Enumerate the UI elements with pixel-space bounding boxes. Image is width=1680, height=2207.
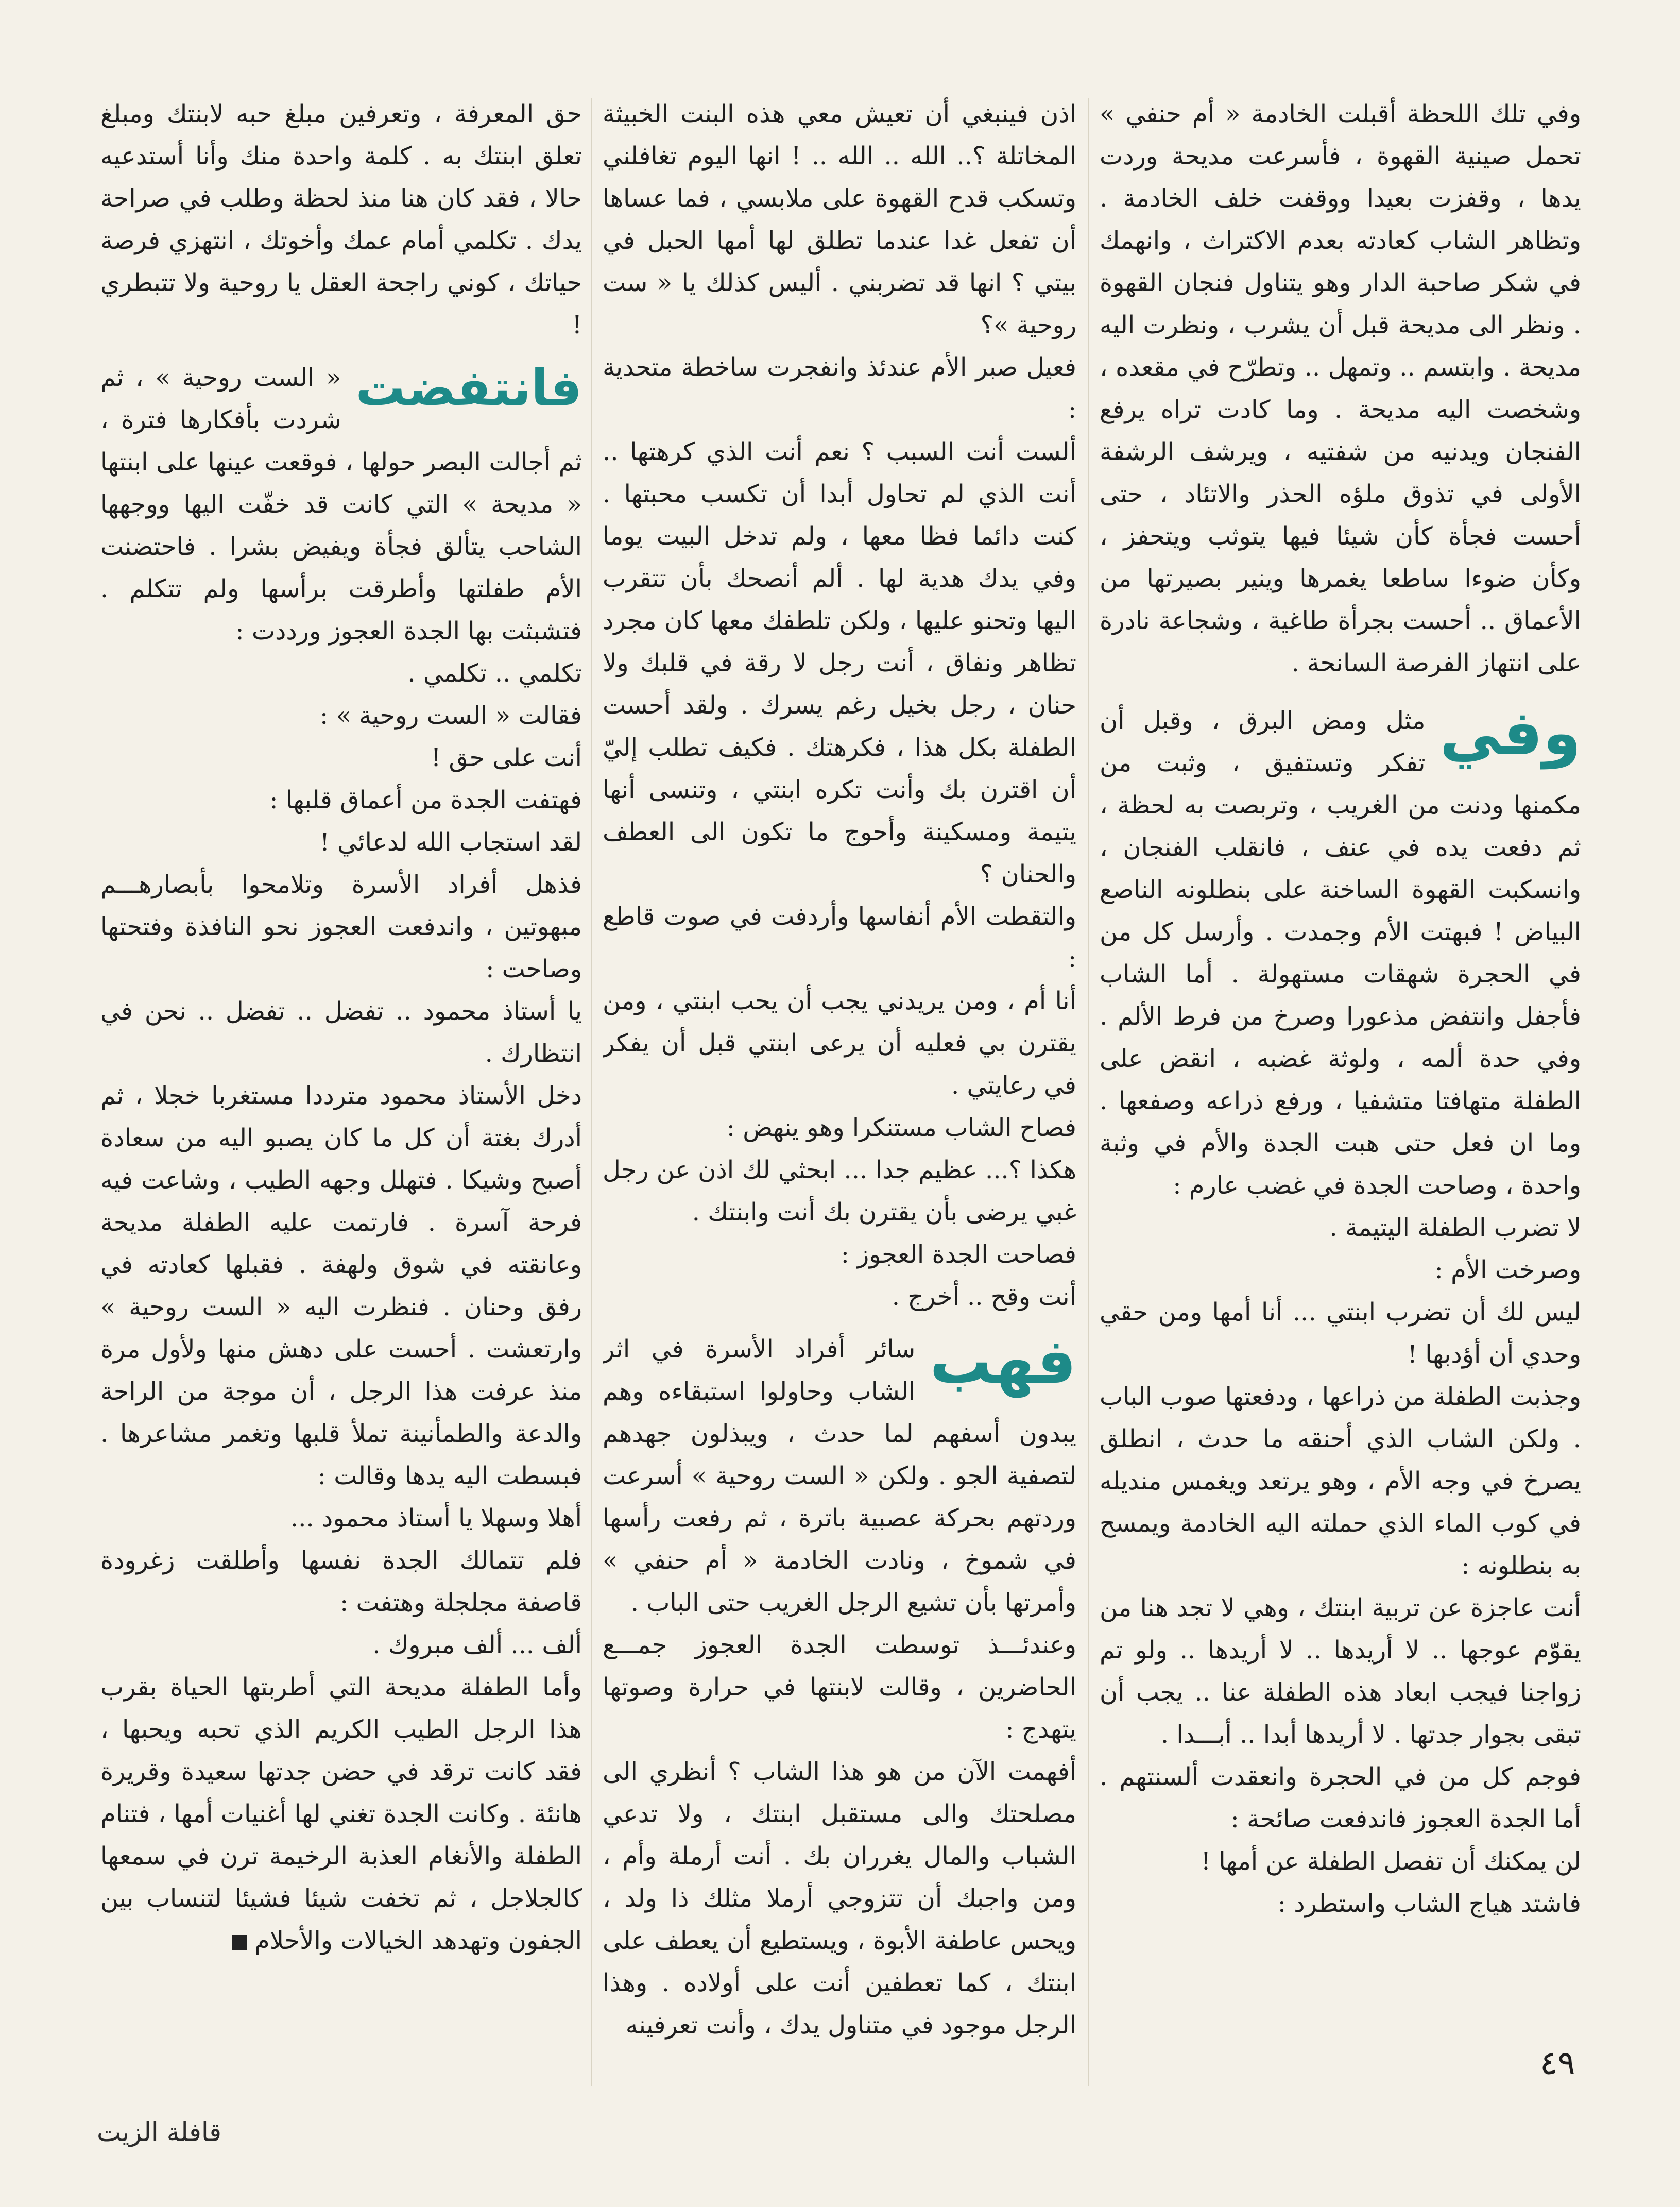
page-number: ٤٩ xyxy=(1540,2044,1575,2082)
paragraph xyxy=(1100,700,1581,1207)
paragraph: فقالت « الست روحية » : xyxy=(320,701,582,730)
paragraph: يا أستاذ محمود .. تفضل .. تفضل .. نحن في انتظارك . xyxy=(100,997,582,1068)
paragraph: أفهمت الآن من هو هذا الشاب ؟ أنظري الى مصلحتك والى مستقبل ابنتك ، ولا تدعي الشباب والمال يغرران بك . أنت أرملة وأم ، ومن واجبك أن تتزوجي أرملا مثلك ذا ولد ، ويحس عاطفة الأبوة ، ويستطيع أن يعطف على ابنتك ، كما تعطفين أنت على أولاده . وهذا الرجل موجود في متناول يدك ، وأنت تعرفينه xyxy=(603,1757,1076,2040)
paragraph-text: « الست روحية » ، ثم شردت بأفكارها فترة ، ثم أجالت البصر حولها ، فوقعت عينها على ابنتها « مديحة » التي كانت قد خفّت اليها ووجهها الشاحب يتألق فجأة ويفيض بشرا . فاحتضنت الأم طفلتها وأطرقت برأسها ولم تتكلم . فتشبثت بها الجدة العجوز ورددت : xyxy=(100,363,582,646)
paragraph: أنت وقح .. أخرج . xyxy=(892,1282,1076,1311)
paragraph xyxy=(100,1666,582,1962)
dropcap: فهب xyxy=(930,1326,1076,1398)
paragraph: لن يمكنك أن تفصل الطفلة عن أمها ! xyxy=(1201,1847,1581,1876)
magazine-name: قافلة الزيت xyxy=(97,2117,222,2147)
paragraph xyxy=(603,1328,1076,1624)
paragraph: فعيل صبر الأم عندئذ وانفجرت ساخطة متحدية : xyxy=(603,353,1076,424)
dropcap: وفي xyxy=(1439,698,1581,769)
paragraph: فاشتد هياج الشاب واستطرد : xyxy=(1277,1889,1581,1918)
paragraph-text: مثل ومض البرق ، وقبل أن تفكر وتستفيق ، وثبت من مكمنها ودنت من الغريب ، وتربصت به لحظة ، ثم دفعت يده في عنف ، فانقلب الفنجان ، وانسكبت القهوة الساخنة على بنطلونه الناصع البياض ! فبهتت الأم وجمدت . وأرسل كل من في الحجرة شهقات مستهولة . أما الشاب فأجفل وانتفض مذعورا وصرخ من فرط الألم . وفي حدة ألمه ، ولوثة غضبه ، انقض على الطفلة متهافتا متشفيا ، ورفع ذراعه وصفعها . وما ان فعل حتى هبت الجدة والأم في وثبة واحدة ، وصاحت الجدة في غضب عارم : xyxy=(1100,706,1581,1200)
paragraph: ألست أنت السبب ؟ نعم أنت الذي كرهتها .. أنت الذي لم تحاول أبدا أن تكسب محبتها . كنت دائما فظا معها ، ولم تدخل البيت يوما وفي يدك هدية لها . ألم أنصحك بأن تتقرب اليها وتحنو عليها ، ولكن تلطفك معها كان مجرد تظاهر ونفاق ، أنت رجل لا رقة في قلبك ولا حنان ، رجل بخيل رغم يسرك . ولقد أحست الطفلة بكل هذا ، فكرهتك . فكيف تطلب إليّ أن اقترن بك وأنت تكره ابنتي ، وتنسى أنها يتيمة ومسكينة وأحوج ما تكون الى العطف والحنان ؟ xyxy=(603,437,1076,889)
paragraph: فهتفت الجدة من أعماق قلبها : xyxy=(269,786,582,814)
end-of-article-square-icon xyxy=(232,1935,247,1950)
paragraph-text: وأما الطفلة مديحة التي أطربتها الحياة بقرب هذا الرجل الطيب الكريم الذي تحبه ويحبها ، فقد كانت ترقد في حضن جدتها سعيدة وقريرة هانئة . وكانت الجدة تغني لها أغنيات أمها ، فتنام الطفلة والأنغام العذبة الرخيمة ترن في سمعها كالجلاجل ، ثم تخفت شيئا فشيئا لتنساب بين الجفون وتهدهد الخيالات والأحلام xyxy=(100,1673,582,1955)
column-divider xyxy=(1088,98,1089,2086)
article-column-right xyxy=(1100,93,1581,2092)
paragraph: حق المعرفة ، وتعرفين مبلغ حبه لابنتك ومبلغ تعلق ابنتك به . كلمة واحدة منك وأنا أستدعيه حالا ، فقد كان هنا منذ لحظة وطلب في صراحة يدك . تكلمي أمام عمك وأخوتك ، انتهزي فرصة حياتك ، كوني راجحة العقل يا روحية ولا تتبطري ! xyxy=(100,99,582,339)
article-column-left xyxy=(100,93,582,2092)
paragraph: فذهل أفراد الأسرة وتلامحوا بأبصارهـــم مبهوتين ، واندفعت العجوز نحو النافذة وفتحتها وصاحت : xyxy=(100,870,582,983)
paragraph: أهلا وسهلا يا أستاذ محمود ... xyxy=(290,1504,582,1533)
paragraph: فوجم كل من في الحجرة وانعقدت ألسنتهم . أما الجدة العجوز فاندفعت صائحة : xyxy=(1100,1762,1581,1833)
paragraph: وجذبت الطفلة من ذراعها ، ودفعتها صوب الباب . ولكن الشاب الذي أحنقه ما حدث ، انطلق يصرخ في وجه الأم ، وهو يرتعد ويغمس منديله في كوب الماء الذي حملته اليه الخادمة ويمسح به بنطلونه : xyxy=(1100,1382,1581,1580)
paragraph: أنت عاجزة عن تربية ابنتك ، وهي لا تجد هنا من يقوّم عوجها .. لا أريدها .. لا أريدها .. ولو تم زواجنا فيجب ابعاد هذه الطفلة عنا .. يجب أن تبقى بجوار جدتها . لا أريدها أبدا .. أبـــدا . xyxy=(1100,1593,1581,1749)
paragraph: فصاحت الجدة العجوز : xyxy=(841,1240,1076,1269)
paragraph: فلم تتمالك الجدة نفسها وأطلقت زغرودة قاصفة مجلجلة وهتفت : xyxy=(100,1546,582,1617)
paragraph: والتقطت الأم أنفاسها وأردفت في صوت قاطع : xyxy=(603,902,1076,973)
paragraph: وفي تلك اللحظة أقبلت الخادمة « أم حنفي » تحمل صينية القهوة ، فأسرعت مديحة وردت يدها ، وقفزت بعيدا ووقفت خلف الخادمة . وتظاهر الشاب كعادته بعدم الاكتراث ، وانهمك في شكر صاحبة الدار وهو يتناول فنجان القهوة . ونظر الى مديحة قبل أن يشرب ، ونظرت اليه مديحة . وابتسم .. وتمهل .. وتطرّح في مقعده ، وشخصت اليه مديحة . وما كادت تراه يرفع الفنجان ويدنيه من شفتيه ، ويرشف الرشفة الأولى في تذوق ملؤه الحذر والاتئاد ، حتى أحست فجأة كأن شيئا فيها يتوثب ويتحفز ، وكأن ضوءا ساطعا يغمرها وينير بصيرتها من الأعماق .. أحست بجرأة طاغية ، وشجاعة نادرة على انتهاز الفرصة السانحة . xyxy=(1100,99,1581,677)
paragraph: أنا أم ، ومن يريدني يجب أن يحب ابنتي ، ومن يقترن بي فعليه أن يرعى ابنتي قبل أن يفكر في رعايتي . xyxy=(603,987,1076,1100)
column-divider xyxy=(591,98,592,2086)
article-column-middle xyxy=(603,93,1076,2092)
paragraph: أنت على حق ! xyxy=(431,743,582,772)
paragraph: لقد استجاب الله لدعائي ! xyxy=(319,828,582,857)
paragraph: لا تضرب الطفلة اليتيمة . xyxy=(1329,1213,1581,1242)
paragraph-text: سائر أفراد الأسرة في اثر الشاب وحاولوا استبقاءه وهم يبدون أسفهم لما حدث ، ويبذلون جهدهم لتصفية الجو . ولكن « الست روحية » أسرعت وردتهم بحركة عصبية باترة ، ثم رفعت رأسها في شموخ ، ونادت الخادمة « أم حنفي » وأمرتها بأن تشيع الرجل الغريب حتى الباب . xyxy=(603,1335,1076,1617)
paragraph: هكذا ؟... عظيم جدا ... ابحثي لك اذن عن رجل غبي يرضى بأن يقترن بك أنت وابنتك . xyxy=(603,1156,1076,1227)
paragraph: فصاح الشاب مستنكرا وهو ينهض : xyxy=(726,1113,1076,1142)
paragraph: ليس لك أن تضرب ابنتي ... أنا أمها ومن حقي وحدي أن أؤدبها ! xyxy=(1100,1298,1581,1369)
paragraph xyxy=(100,356,582,652)
paragraph: وعندئـــذ توسطت الجدة العجوز جمـــع الحاضرين ، وقالت لابنتها في حرارة وصوتها يتهدج : xyxy=(603,1631,1076,1744)
paragraph: ألف ... ألف مبروك . xyxy=(372,1631,582,1659)
dropcap: فانتفضت xyxy=(355,359,582,417)
paragraph: دخل الأستاذ محمود مترددا مستغربا خجلا ، ثم أدرك بغتة أن كل ما كان يصبو اليه من سعادة أصبح وشيكا . فتهلل وجهه الطيب ، وشاعت فيه فرحة آسرة . فارتمت عليه الطفلة مديحة وعانقته في شوق ولهفة . فقبلها كعادته في رفق وحنان . فنظرت اليه « الست روحية » وارتعشت . أحست على دهش منها ولأول مرة منذ عرفت هذا الرجل ، أن موجة من الراحة والدعة والطمأنينة تملأ قلبها وتغمر مشاعرها . فبسطت اليه يدها وقالت : xyxy=(100,1081,582,1490)
paragraph: تكلمي .. تكلمي . xyxy=(407,659,582,688)
paragraph: وصرخت الأم : xyxy=(1434,1255,1581,1284)
paragraph: اذن فينبغي أن تعيش معي هذه البنت الخبيثة المخاتلة ؟.. الله .. الله .. ! انها اليوم تغافلني وتسكب قدح القهوة على ملابسي ، فما عساها أن تفعل غدا عندما تطلق لها أمها الحبل في بيتي ؟ انها قد تضربني . أليس كذلك يا « ست روحية »؟ xyxy=(603,99,1076,339)
